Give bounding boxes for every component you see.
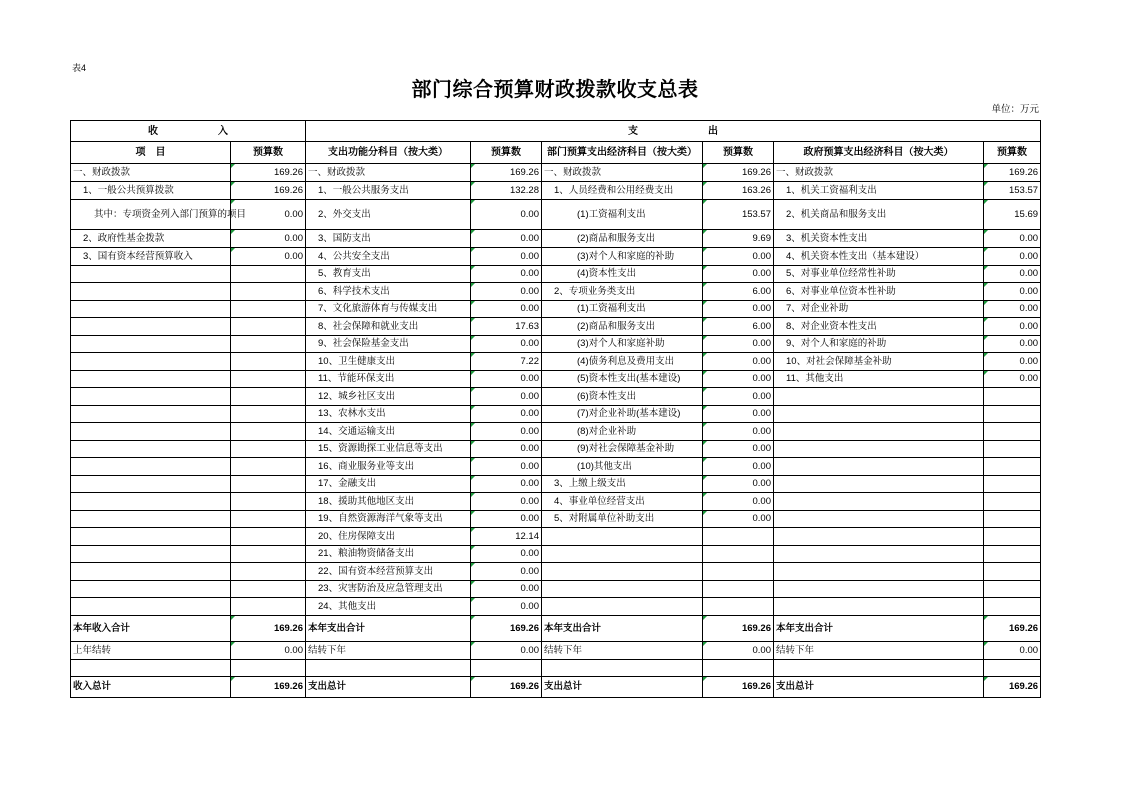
income-item-cell (71, 580, 231, 598)
gov-econ-item-header: 政府预算支出经济科目（按大类） (774, 142, 984, 164)
function-amount-cell: 0.00 (471, 230, 542, 248)
unit-label: 单位：万元 (991, 104, 1039, 115)
dept-econ-item-cell: 3、上缴上级支出 (542, 475, 703, 493)
gov-econ-amount-cell (984, 580, 1041, 598)
income-item-cell: 一、财政拨款 (71, 164, 231, 182)
dept-econ-item-cell: (2)商品和服务支出 (542, 318, 703, 336)
dept-econ-item-cell: (2)商品和服务支出 (542, 230, 703, 248)
detail-rows (71, 164, 1041, 616)
function-amount-cell: 0.00 (471, 475, 542, 493)
income-item-cell (71, 335, 231, 353)
income-amount-cell: 0.00 (231, 200, 306, 230)
function-item-cell: 20、住房保障支出 (306, 528, 471, 546)
table-row (71, 510, 1041, 528)
function-amount-cell: 7.22 (471, 353, 542, 371)
dept-econ-item-cell: 2、专项业务类支出 (542, 283, 703, 301)
dept-econ-item-cell (542, 528, 703, 546)
gov-econ-item-cell (774, 510, 984, 528)
income-item-cell (71, 318, 231, 336)
income-group-header: 收 入 (71, 121, 306, 142)
total-rows (71, 615, 1041, 697)
function-amount-cell: 0.00 (471, 405, 542, 423)
function-item-cell: 21、粮油物资储备支出 (306, 545, 471, 563)
income-amount-cell (231, 545, 306, 563)
income-item-cell (71, 563, 231, 581)
dept-econ-item-cell: (4)资本性支出 (542, 265, 703, 283)
table-row (71, 563, 1041, 581)
gov-econ-item-cell: 结转下年 (774, 641, 984, 659)
table-row (71, 388, 1041, 406)
table-row (71, 545, 1041, 563)
dept-econ-item-cell: (1)工资福利支出 (542, 300, 703, 318)
income-amount-cell (231, 598, 306, 616)
dept-econ-amount-cell: 0.00 (703, 353, 774, 371)
income-item-cell (71, 388, 231, 406)
dept-econ-item-cell: (6)资本性支出 (542, 388, 703, 406)
function-item-cell: 15、资源勘探工业信息等支出 (306, 440, 471, 458)
table-row (71, 300, 1041, 318)
income-amount-cell (231, 563, 306, 581)
table-row (71, 283, 1041, 301)
dept-econ-item-cell: 结转下年 (542, 641, 703, 659)
dept-econ-amount-cell: 169.26 (703, 615, 774, 641)
table-row (71, 423, 1041, 441)
gov-econ-amount-cell: 169.26 (984, 164, 1041, 182)
table-row (71, 230, 1041, 248)
function-amount-cell: 12.14 (471, 528, 542, 546)
dept-econ-item-cell: (4)债务利息及费用支出 (542, 353, 703, 371)
dept-econ-amount-cell: 153.57 (703, 200, 774, 230)
income-amount-cell (231, 528, 306, 546)
table-row (71, 580, 1041, 598)
gov-econ-amount-cell: 169.26 (984, 615, 1041, 641)
function-amount-cell: 0.00 (471, 545, 542, 563)
income-amount-cell (231, 353, 306, 371)
dept-econ-item-cell: (9)对社会保障基金补助 (542, 440, 703, 458)
table-row (71, 458, 1041, 476)
function-amount-cell: 0.00 (471, 200, 542, 230)
income-item-cell: 收入总计 (71, 676, 231, 697)
income-item-cell: 2、政府性基金拨款 (71, 230, 231, 248)
income-amount-cell (231, 440, 306, 458)
function-item-cell: 18、援助其他地区支出 (306, 493, 471, 511)
function-amount-cell: 0.00 (471, 563, 542, 581)
function-item-cell: 6、科学技术支出 (306, 283, 471, 301)
gov-econ-amount-cell: 0.00 (984, 641, 1041, 659)
income-item-cell: 1、一般公共预算拨款 (71, 182, 231, 200)
dept-econ-amount-cell (703, 598, 774, 616)
gov-econ-item-cell (774, 545, 984, 563)
function-amount-cell: 169.26 (471, 164, 542, 182)
total-row (71, 659, 1041, 676)
gov-econ-amount-cell (984, 493, 1041, 511)
dept-econ-item-cell (542, 563, 703, 581)
dept-econ-item-cell: (5)资本性支出(基本建设) (542, 370, 703, 388)
income-item-cell (71, 458, 231, 476)
income-item-cell: 其中：专项资金列入部门预算的项目 (71, 200, 231, 230)
dept-econ-item-cell: 4、事业单位经营支出 (542, 493, 703, 511)
dept-econ-item-cell: (1)工资福利支出 (542, 200, 703, 230)
dept-econ-amount-cell: 0.00 (703, 493, 774, 511)
gov-econ-amount-cell (984, 388, 1041, 406)
dept-econ-amount-cell: 0.00 (703, 248, 774, 266)
dept-econ-amount-cell (703, 580, 774, 598)
income-item-cell (71, 659, 231, 676)
table-row (71, 353, 1041, 371)
expense-group-header: 支 出 (306, 121, 1041, 142)
gov-econ-amount-cell (984, 545, 1041, 563)
gov-econ-amount-cell: 0.00 (984, 318, 1041, 336)
gov-econ-item-cell (774, 580, 984, 598)
function-amount-cell: 0.00 (471, 283, 542, 301)
dept-econ-item-cell: (3)对个人和家庭的补助 (542, 248, 703, 266)
function-item-cell: 支出总计 (306, 676, 471, 697)
dept-econ-amount-cell: 0.00 (703, 510, 774, 528)
income-amount-cell (231, 510, 306, 528)
function-amount-cell: 0.00 (471, 510, 542, 528)
income-amount-cell: 169.26 (231, 164, 306, 182)
function-amount-cell: 0.00 (471, 641, 542, 659)
income-item-cell (71, 545, 231, 563)
total-row (71, 641, 1041, 659)
gov-econ-amount-cell (984, 475, 1041, 493)
function-item-cell: 1、一般公共服务支出 (306, 182, 471, 200)
income-amount-cell (231, 458, 306, 476)
gov-econ-item-cell (774, 440, 984, 458)
gov-econ-amount-cell (984, 659, 1041, 676)
gov-econ-item-cell: 2、机关商品和服务支出 (774, 200, 984, 230)
gov-econ-item-cell: 支出总计 (774, 676, 984, 697)
dept-econ-amount-cell: 6.00 (703, 318, 774, 336)
table-row (71, 200, 1041, 230)
function-item-cell: 4、公共安全支出 (306, 248, 471, 266)
function-item-cell: 22、国有资本经营预算支出 (306, 563, 471, 581)
income-item-cell (71, 300, 231, 318)
income-item-cell (71, 475, 231, 493)
gov-econ-item-cell (774, 659, 984, 676)
gov-econ-item-cell (774, 405, 984, 423)
gov-econ-amount-cell: 0.00 (984, 283, 1041, 301)
income-amount-cell: 0.00 (231, 641, 306, 659)
gov-econ-item-cell: 10、对社会保障基金补助 (774, 353, 984, 371)
gov-econ-amount-cell (984, 563, 1041, 581)
function-item-cell: 19、自然资源海洋气象等支出 (306, 510, 471, 528)
dept-econ-amount-cell: 0.00 (703, 475, 774, 493)
gov-econ-item-cell: 3、机关资本性支出 (774, 230, 984, 248)
function-amount-header: 预算数 (471, 142, 542, 164)
group-header-row (71, 121, 1041, 142)
dept-econ-item-header: 部门预算支出经济科目（按大类） (542, 142, 703, 164)
table-row (71, 528, 1041, 546)
gov-econ-amount-cell (984, 423, 1041, 441)
income-amount-cell: 169.26 (231, 182, 306, 200)
gov-econ-item-cell (774, 458, 984, 476)
dept-econ-amount-cell: 169.26 (703, 676, 774, 697)
income-item-cell (71, 405, 231, 423)
income-amount-cell (231, 659, 306, 676)
function-item-cell: 5、教育支出 (306, 265, 471, 283)
function-item-cell: 本年支出合计 (306, 615, 471, 641)
function-amount-cell: 0.00 (471, 598, 542, 616)
dept-econ-amount-cell: 0.00 (703, 388, 774, 406)
table-row (71, 475, 1041, 493)
gov-econ-amount-cell (984, 440, 1041, 458)
column-header-row (71, 142, 1041, 164)
table-row (71, 405, 1041, 423)
gov-econ-item-cell: 一、财政拨款 (774, 164, 984, 182)
gov-econ-amount-cell: 0.00 (984, 353, 1041, 371)
function-item-cell: 2、外交支出 (306, 200, 471, 230)
dept-econ-amount-cell (703, 528, 774, 546)
income-amount-cell (231, 300, 306, 318)
dept-econ-amount-cell: 0.00 (703, 265, 774, 283)
function-item-cell: 12、城乡社区支出 (306, 388, 471, 406)
income-amount-cell (231, 475, 306, 493)
gov-econ-item-cell (774, 528, 984, 546)
gov-econ-amount-cell (984, 598, 1041, 616)
dept-econ-amount-cell: 0.00 (703, 440, 774, 458)
function-amount-cell: 0.00 (471, 580, 542, 598)
gov-econ-amount-cell: 15.69 (984, 200, 1041, 230)
income-amount-cell (231, 265, 306, 283)
income-item-cell (71, 598, 231, 616)
function-amount-cell: 0.00 (471, 458, 542, 476)
function-item-cell: 11、节能环保支出 (306, 370, 471, 388)
function-item-cell: 16、商业服务业等支出 (306, 458, 471, 476)
dept-econ-amount-cell: 6.00 (703, 283, 774, 301)
dept-econ-amount-cell: 169.26 (703, 164, 774, 182)
function-item-cell: 24、其他支出 (306, 598, 471, 616)
income-item-cell (71, 283, 231, 301)
table-row (71, 370, 1041, 388)
total-row (71, 676, 1041, 697)
income-amount-cell: 169.26 (231, 676, 306, 697)
gov-econ-item-cell (774, 475, 984, 493)
budget-table (70, 120, 1041, 698)
dept-econ-item-cell (542, 580, 703, 598)
table-row (71, 182, 1041, 200)
function-amount-cell: 0.00 (471, 265, 542, 283)
income-amount-cell (231, 580, 306, 598)
dept-econ-item-cell: (7)对企业补助(基本建设) (542, 405, 703, 423)
function-amount-cell: 0.00 (471, 370, 542, 388)
page-title: 部门综合预算财政拨款收支总表 (411, 79, 699, 101)
gov-econ-amount-cell: 153.57 (984, 182, 1041, 200)
income-item-cell (71, 265, 231, 283)
income-amount-cell (231, 370, 306, 388)
function-amount-cell: 0.00 (471, 300, 542, 318)
function-item-cell: 13、农林水支出 (306, 405, 471, 423)
table-row (71, 598, 1041, 616)
income-amount-cell (231, 405, 306, 423)
table-row (71, 164, 1041, 182)
dept-econ-amount-header: 预算数 (703, 142, 774, 164)
function-item-cell: 9、社会保险基金支出 (306, 335, 471, 353)
function-amount-cell: 0.00 (471, 493, 542, 511)
gov-econ-item-cell: 11、其他支出 (774, 370, 984, 388)
table-row (71, 493, 1041, 511)
gov-econ-item-cell: 7、对企业补助 (774, 300, 984, 318)
gov-econ-amount-cell: 0.00 (984, 265, 1041, 283)
dept-econ-item-cell (542, 545, 703, 563)
gov-econ-item-cell (774, 563, 984, 581)
dept-econ-amount-cell: 0.00 (703, 300, 774, 318)
gov-econ-item-cell: 5、对事业单位经常性补助 (774, 265, 984, 283)
income-item-cell: 上年结转 (71, 641, 231, 659)
total-row (71, 615, 1041, 641)
gov-econ-amount-cell: 0.00 (984, 248, 1041, 266)
function-amount-cell (471, 659, 542, 676)
dept-econ-item-cell: (10)其他支出 (542, 458, 703, 476)
gov-econ-item-cell: 4、机关资本性支出（基本建设） (774, 248, 984, 266)
dept-econ-amount-cell: 9.69 (703, 230, 774, 248)
dept-econ-amount-cell (703, 545, 774, 563)
income-amount-cell (231, 493, 306, 511)
function-item-header: 支出功能分科目（按大类） (306, 142, 471, 164)
dept-econ-item-cell: 本年支出合计 (542, 615, 703, 641)
function-amount-cell: 0.00 (471, 248, 542, 266)
gov-econ-amount-header: 预算数 (984, 142, 1041, 164)
income-item-cell (71, 528, 231, 546)
function-item-cell: 10、卫生健康支出 (306, 353, 471, 371)
function-item-cell: 一、财政拨款 (306, 164, 471, 182)
function-amount-cell: 17.63 (471, 318, 542, 336)
function-amount-cell: 0.00 (471, 423, 542, 441)
gov-econ-item-cell: 6、对事业单位资本性补助 (774, 283, 984, 301)
income-amount-cell (231, 335, 306, 353)
function-amount-cell: 169.26 (471, 615, 542, 641)
dept-econ-item-cell: (8)对企业补助 (542, 423, 703, 441)
dept-econ-amount-cell (703, 563, 774, 581)
dept-econ-amount-cell: 0.00 (703, 370, 774, 388)
gov-econ-amount-cell: 0.00 (984, 230, 1041, 248)
dept-econ-item-cell: 支出总计 (542, 676, 703, 697)
table-row (71, 440, 1041, 458)
table-row (71, 248, 1041, 266)
income-item-cell: 本年收入合计 (71, 615, 231, 641)
gov-econ-amount-cell: 0.00 (984, 300, 1041, 318)
dept-econ-item-cell: 5、对附属单位补助支出 (542, 510, 703, 528)
function-item-cell: 14、交通运输支出 (306, 423, 471, 441)
gov-econ-amount-cell (984, 528, 1041, 546)
gov-econ-item-cell: 8、对企业资本性支出 (774, 318, 984, 336)
function-item-cell: 3、国防支出 (306, 230, 471, 248)
gov-econ-item-cell: 1、机关工资福利支出 (774, 182, 984, 200)
function-item-cell: 结转下年 (306, 641, 471, 659)
dept-econ-item-cell (542, 598, 703, 616)
dept-econ-amount-cell: 0.00 (703, 423, 774, 441)
function-amount-cell: 132.28 (471, 182, 542, 200)
dept-econ-amount-cell (703, 659, 774, 676)
income-item-cell (71, 423, 231, 441)
dept-econ-amount-cell: 0.00 (703, 405, 774, 423)
income-item-cell (71, 370, 231, 388)
gov-econ-amount-cell (984, 458, 1041, 476)
function-item-cell: 8、社会保障和就业支出 (306, 318, 471, 336)
gov-econ-item-cell (774, 388, 984, 406)
dept-econ-amount-cell: 0.00 (703, 641, 774, 659)
function-item-cell: 7、文化旅游体育与传媒支出 (306, 300, 471, 318)
gov-econ-amount-cell (984, 405, 1041, 423)
income-amount-cell: 0.00 (231, 230, 306, 248)
income-item-cell (71, 440, 231, 458)
gov-econ-item-cell (774, 423, 984, 441)
sheet-label: 表4 (72, 63, 87, 73)
income-amount-cell (231, 318, 306, 336)
gov-econ-item-cell (774, 493, 984, 511)
function-item-cell (306, 659, 471, 676)
gov-econ-item-cell: 9、对个人和家庭的补助 (774, 335, 984, 353)
gov-econ-amount-cell: 0.00 (984, 335, 1041, 353)
function-amount-cell: 169.26 (471, 676, 542, 697)
income-item-cell (71, 493, 231, 511)
dept-econ-item-cell (542, 659, 703, 676)
function-item-cell: 17、金融支出 (306, 475, 471, 493)
gov-econ-item-cell: 本年支出合计 (774, 615, 984, 641)
function-amount-cell: 0.00 (471, 388, 542, 406)
gov-econ-amount-cell (984, 510, 1041, 528)
income-item-header: 项 目 (71, 142, 231, 164)
dept-econ-amount-cell: 163.26 (703, 182, 774, 200)
income-amount-cell (231, 283, 306, 301)
table-row (71, 265, 1041, 283)
income-amount-header: 预算数 (231, 142, 306, 164)
gov-econ-amount-cell: 0.00 (984, 370, 1041, 388)
dept-econ-item-cell: (3)对个人和家庭补助 (542, 335, 703, 353)
dept-econ-amount-cell: 0.00 (703, 335, 774, 353)
dept-econ-amount-cell: 0.00 (703, 458, 774, 476)
income-item-cell: 3、国有资本经营预算收入 (71, 248, 231, 266)
income-item-cell (71, 510, 231, 528)
table-row (71, 335, 1041, 353)
income-amount-cell (231, 388, 306, 406)
function-amount-cell: 0.00 (471, 335, 542, 353)
dept-econ-item-cell: 一、财政拨款 (542, 164, 703, 182)
income-amount-cell: 0.00 (231, 248, 306, 266)
gov-econ-amount-cell: 169.26 (984, 676, 1041, 697)
gov-econ-item-cell (774, 598, 984, 616)
table-row (71, 318, 1041, 336)
income-item-cell (71, 353, 231, 371)
income-amount-cell (231, 423, 306, 441)
function-amount-cell: 0.00 (471, 440, 542, 458)
dept-econ-item-cell: 1、人员经费和公用经费支出 (542, 182, 703, 200)
income-amount-cell: 169.26 (231, 615, 306, 641)
function-item-cell: 23、灾害防治及应急管理支出 (306, 580, 471, 598)
